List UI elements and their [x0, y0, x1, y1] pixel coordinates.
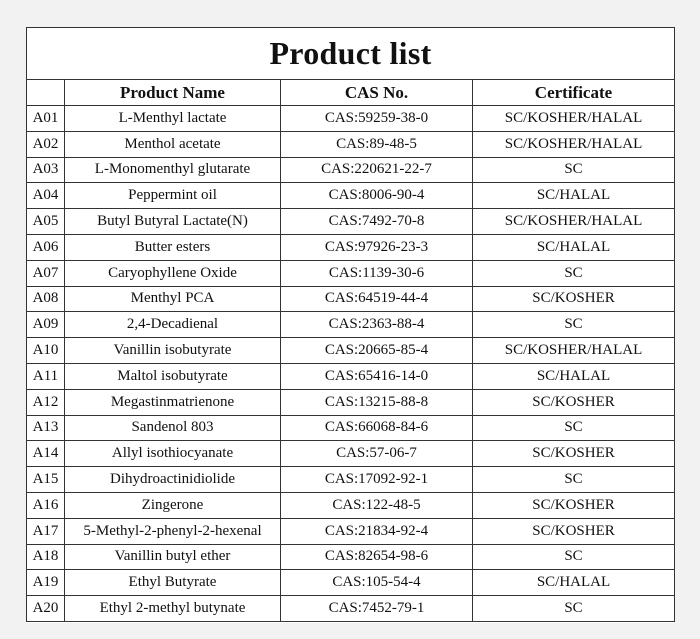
row-certificate: SC/KOSHER/HALAL: [473, 209, 675, 235]
row-certificate: SC: [473, 596, 675, 622]
table-row: [27, 596, 675, 622]
row-certificate: SC: [473, 467, 675, 493]
row-id: A01: [27, 106, 65, 132]
row-product-name: Ethyl Butyrate: [65, 570, 281, 596]
row-product-name: Caryophyllene Oxide: [65, 260, 281, 286]
row-cas: CAS:7492-70-8: [281, 209, 473, 235]
table-row: [27, 415, 675, 441]
row-certificate: SC/KOSHER: [473, 389, 675, 415]
row-cas: CAS:82654-98-6: [281, 544, 473, 570]
row-id: A11: [27, 363, 65, 389]
row-certificate: SC: [473, 312, 675, 338]
table-row: [27, 544, 675, 570]
row-product-name: Maltol isobutyrate: [65, 363, 281, 389]
row-id: A02: [27, 131, 65, 157]
row-id: A20: [27, 596, 65, 622]
row-product-name: Peppermint oil: [65, 183, 281, 209]
product-table: [26, 27, 675, 622]
table-row: [27, 467, 675, 493]
page-title: Product list: [27, 28, 675, 80]
table-row: [27, 492, 675, 518]
row-product-name: Vanillin isobutyrate: [65, 338, 281, 364]
row-id: A06: [27, 234, 65, 260]
row-id: A17: [27, 518, 65, 544]
row-product-name: Dihydroactinidiolide: [65, 467, 281, 493]
row-certificate: SC: [473, 415, 675, 441]
row-id: A13: [27, 415, 65, 441]
row-id: A19: [27, 570, 65, 596]
row-product-name: Megastinmatrienone: [65, 389, 281, 415]
row-id: A10: [27, 338, 65, 364]
table-row: [27, 518, 675, 544]
table-row: [27, 338, 675, 364]
table-row: [27, 441, 675, 467]
table-row: [27, 209, 675, 235]
row-cas: CAS:17092-92-1: [281, 467, 473, 493]
table-row: [27, 389, 675, 415]
row-cas: CAS:65416-14-0: [281, 363, 473, 389]
table-row: [27, 260, 675, 286]
row-cas: CAS:20665-85-4: [281, 338, 473, 364]
table-row: [27, 363, 675, 389]
row-certificate: SC/KOSHER/HALAL: [473, 106, 675, 132]
header-row: [27, 80, 675, 106]
row-id: A18: [27, 544, 65, 570]
header-product-name: Product Name: [65, 80, 281, 106]
row-product-name: Sandenol 803: [65, 415, 281, 441]
row-certificate: SC/KOSHER: [473, 518, 675, 544]
row-certificate: SC/HALAL: [473, 363, 675, 389]
row-certificate: SC/KOSHER: [473, 492, 675, 518]
row-product-name: 5-Methyl-2-phenyl-2-hexenal: [65, 518, 281, 544]
row-id: A08: [27, 286, 65, 312]
row-product-name: L-Menthyl lactate: [65, 106, 281, 132]
row-id: A05: [27, 209, 65, 235]
table-row: [27, 286, 675, 312]
row-product-name: Butyl Butyral Lactate(N): [65, 209, 281, 235]
row-product-name: L-Monomenthyl glutarate: [65, 157, 281, 183]
header-cas-no: CAS No.: [281, 80, 473, 106]
table-row: [27, 106, 675, 132]
row-id: A12: [27, 389, 65, 415]
table-row: [27, 234, 675, 260]
row-certificate: SC: [473, 544, 675, 570]
table-row: [27, 312, 675, 338]
row-certificate: SC: [473, 157, 675, 183]
row-cas: CAS:97926-23-3: [281, 234, 473, 260]
row-certificate: SC: [473, 260, 675, 286]
row-cas: CAS:57-06-7: [281, 441, 473, 467]
row-id: A14: [27, 441, 65, 467]
row-cas: CAS:13215-88-8: [281, 389, 473, 415]
row-cas: CAS:66068-84-6: [281, 415, 473, 441]
row-certificate: SC/KOSHER: [473, 286, 675, 312]
row-id: A16: [27, 492, 65, 518]
row-product-name: Vanillin butyl ether: [65, 544, 281, 570]
row-cas: CAS:2363-88-4: [281, 312, 473, 338]
row-cas: CAS:89-48-5: [281, 131, 473, 157]
row-product-name: 2,4-Decadienal: [65, 312, 281, 338]
row-id: A15: [27, 467, 65, 493]
table-row: [27, 131, 675, 157]
row-cas: CAS:105-54-4: [281, 570, 473, 596]
row-cas: CAS:21834-92-4: [281, 518, 473, 544]
row-id: A07: [27, 260, 65, 286]
table-row: [27, 183, 675, 209]
row-product-name: Ethyl 2-methyl butynate: [65, 596, 281, 622]
row-cas: CAS:220621-22-7: [281, 157, 473, 183]
row-cas: CAS:59259-38-0: [281, 106, 473, 132]
row-product-name: Allyl isothiocyanate: [65, 441, 281, 467]
row-cas: CAS:122-48-5: [281, 492, 473, 518]
row-certificate: SC/HALAL: [473, 183, 675, 209]
product-list-sheet: [26, 27, 674, 623]
row-cas: CAS:7452-79-1: [281, 596, 473, 622]
row-cas: CAS:1139-30-6: [281, 260, 473, 286]
table-row: [27, 157, 675, 183]
row-product-name: Menthyl PCA: [65, 286, 281, 312]
row-id: A04: [27, 183, 65, 209]
table-body: [27, 106, 675, 622]
header-id: [27, 80, 65, 106]
row-cas: CAS:8006-90-4: [281, 183, 473, 209]
row-certificate: SC/KOSHER/HALAL: [473, 131, 675, 157]
row-certificate: SC/KOSHER/HALAL: [473, 338, 675, 364]
row-certificate: SC/HALAL: [473, 234, 675, 260]
table-row: [27, 570, 675, 596]
row-certificate: SC/KOSHER: [473, 441, 675, 467]
title-row: [27, 28, 675, 80]
row-id: A03: [27, 157, 65, 183]
row-id: A09: [27, 312, 65, 338]
header-certificate: Certificate: [473, 80, 675, 106]
row-cas: CAS:64519-44-4: [281, 286, 473, 312]
row-product-name: Menthol acetate: [65, 131, 281, 157]
row-product-name: Butter esters: [65, 234, 281, 260]
row-certificate: SC/HALAL: [473, 570, 675, 596]
row-product-name: Zingerone: [65, 492, 281, 518]
